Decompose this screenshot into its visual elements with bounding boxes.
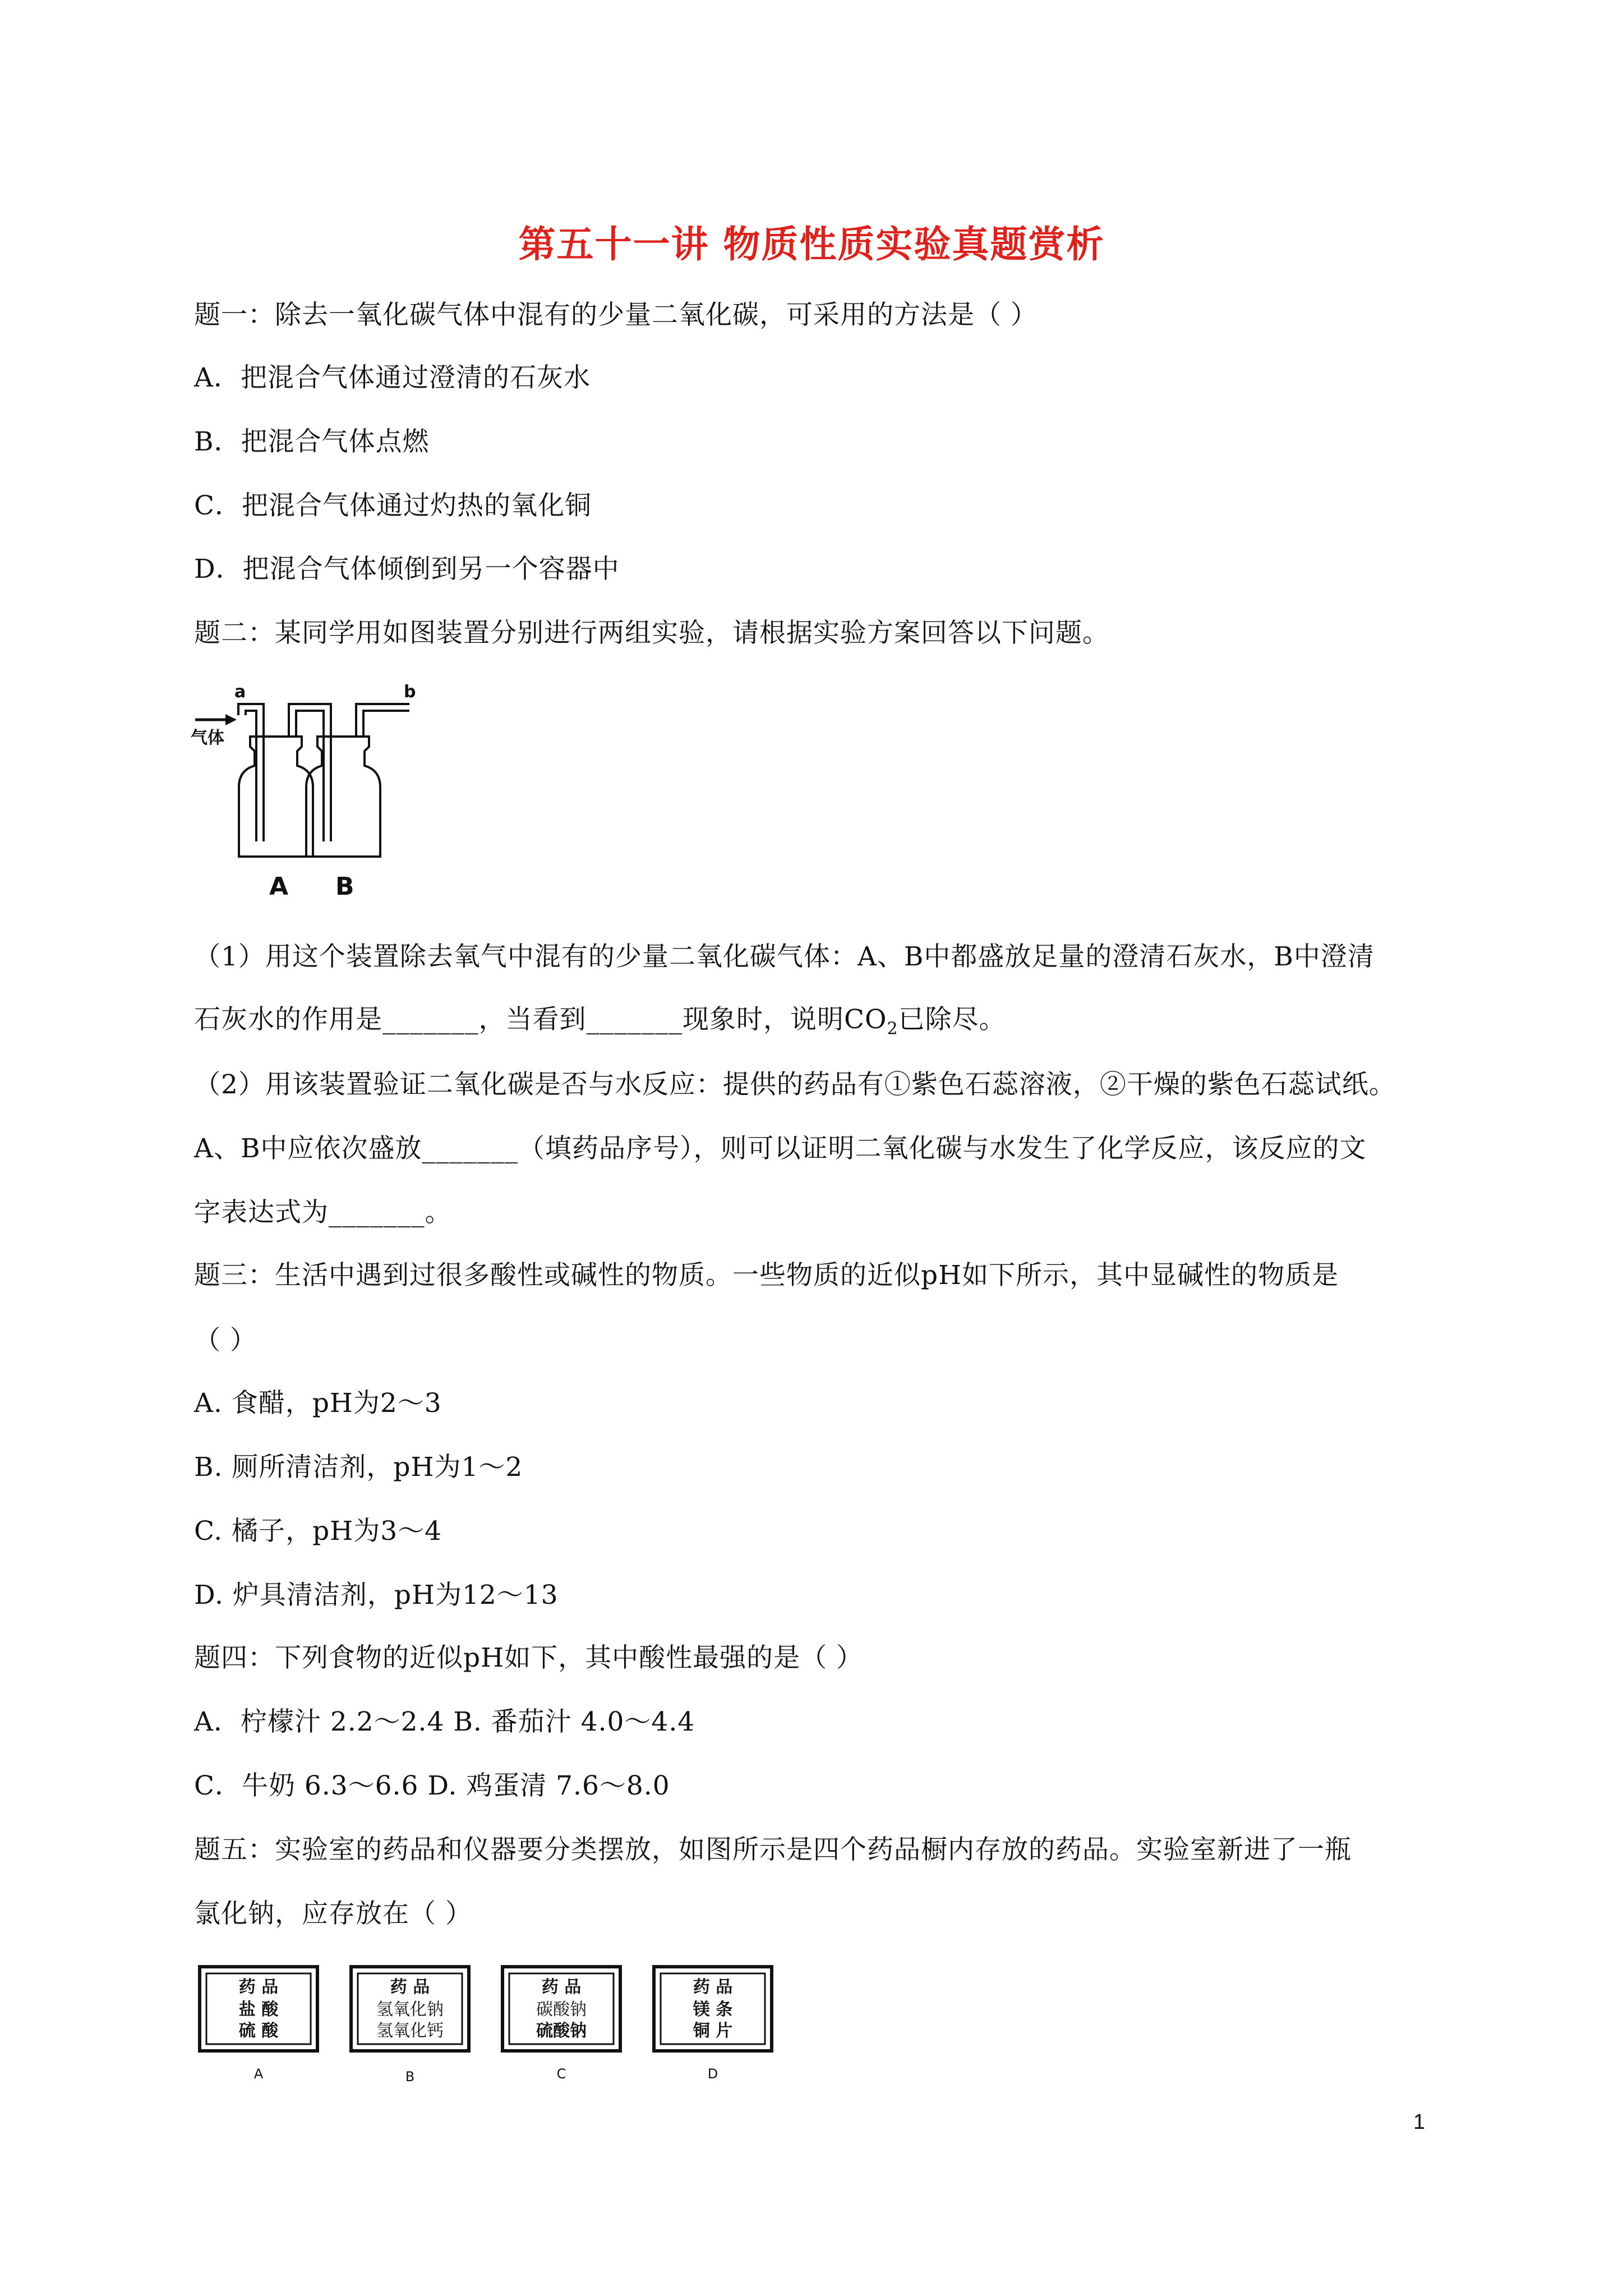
cabinet-a-header: 药 品 <box>238 1977 279 1997</box>
cabinet-c-header: 药 品 <box>541 1977 582 1997</box>
q4-options-row1: A．柠檬汁 2.2～2.4 B. 番茄汁 4.0～4.4 <box>194 1706 695 1737</box>
medicine-cabinets-figure <box>196 1963 780 2087</box>
q1-option-a: A．把混合气体通过澄清的石灰水 <box>194 362 591 393</box>
q3-option-b: B. 厕所清洁剂，pH为1～2 <box>194 1452 523 1483</box>
q2-part1-line2: 石灰水的作用是_______，当看到_______现象时，说明$CO_2$已除尽。 <box>194 1004 1006 1039</box>
page-number: 1 <box>1413 2110 1426 2134</box>
q3-option-a: A. 食醋，pH为2～3 <box>194 1388 442 1419</box>
q2-part2-line2: A、B中应依次盛放_______（填药品序号），则可以证明二氧化碳与水发生了化学反应，该反应的文 <box>194 1133 1367 1164</box>
q2-part1-line1: （1）用这个装置除去氧气中混有的少量二氧化碳气体：A、B中都盛放足量的澄清石灰水，B中澄清 <box>194 941 1375 972</box>
cabinet-b-item2: 氢氧化钙 <box>376 2021 444 2041</box>
q1-option-c: C．把混合气体通过灼热的氧化铜 <box>194 490 592 521</box>
cabinet-d-label: D <box>707 2066 718 2082</box>
q2-stem: 题二：某同学用如图装置分别进行两组实验，请根据实验方案回答以下问题。 <box>194 618 1109 648</box>
cabinet-d-item1: 镁 条 <box>693 2000 733 2019</box>
q1-option-b: B．把混合气体点燃 <box>194 426 430 457</box>
q3-stem-line2: （ ） <box>194 1325 257 1356</box>
cabinet-a-item1: 盐 酸 <box>238 2000 279 2019</box>
cabinet-c-item1: 碳酸钠 <box>536 2000 587 2019</box>
inlet-label-a: a <box>234 682 246 702</box>
q4-options-row2: C．牛奶 6.3～6.6 D. 鸡蛋清 7.6～8.0 <box>194 1770 670 1801</box>
q2-part2-line3: 字表达式为_______。 <box>194 1197 452 1228</box>
q4-stem: 题四：下列食物的近似pH如下，其中酸性最强的是（ ） <box>194 1642 864 1673</box>
q1-stem: 题一：除去一氧化碳气体中混有的少量二氧化碳，可采用的方法是（ ） <box>194 300 1038 330</box>
q1-option-d: D．把混合气体倾倒到另一个容器中 <box>194 554 620 585</box>
cabinet-d-header: 药 品 <box>693 1977 733 1997</box>
cabinet-b-header: 药 品 <box>390 1977 430 1997</box>
bottle-label-b: B <box>335 872 354 901</box>
bottle-label-a: A <box>269 872 289 901</box>
cabinet-c-label: C <box>556 2066 566 2082</box>
gas-washing-apparatus-figure <box>185 682 432 906</box>
gas-label: 气体 <box>191 728 224 748</box>
q5-stem-line2: 氯化钠，应存放在（ ） <box>194 1898 472 1929</box>
q2-part2-line1: （2）用该装置验证二氧化碳是否与水反应：提供的药品有①紫色石蕊溶液，②干燥的紫色石蕊试纸。 <box>194 1069 1396 1100</box>
cabinet-a-label: A <box>253 2066 264 2082</box>
q3-option-c: C. 橘子，pH为3～4 <box>194 1516 442 1547</box>
page-title: 第五十一讲 物质性质实验真题赏析 <box>518 223 1105 266</box>
q3-option-d: D. 炉具清洁剂，pH为12～13 <box>194 1580 559 1611</box>
q5-stem-line1: 题五：实验室的药品和仪器要分类摆放，如图所示是四个药品橱内存放的药品。实验室新进了一瓶 <box>194 1834 1352 1865</box>
outlet-label-b: b <box>404 682 416 702</box>
cabinet-a-item2: 硫 酸 <box>238 2021 279 2041</box>
cabinet-c-item2: 硫酸钠 <box>536 2021 587 2041</box>
q3-stem-line1: 题三：生活中遇到过很多酸性或碱性的物质。一些物质的近似pH如下所示，其中显碱性的物质是 <box>194 1260 1339 1291</box>
cabinet-b-label: B <box>405 2069 415 2085</box>
cabinet-d-item2: 铜 片 <box>693 2021 733 2041</box>
cabinet-b-item1: 氢氧化钠 <box>376 2000 444 2019</box>
